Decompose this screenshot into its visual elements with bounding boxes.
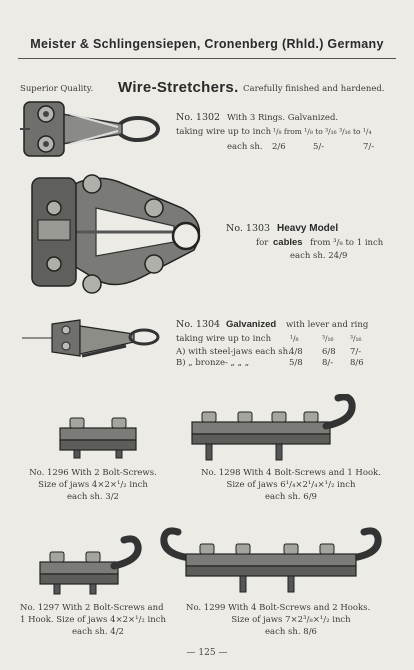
item-1296-line-2: Size of jaws 4×2×¹/₂ inch [38, 480, 148, 490]
page-header: Meister & Schlingensiepen, Cronenberg (Rhld.) Germany [30, 37, 384, 51]
item-1304-size-1: ¹/₈ [290, 334, 299, 343]
quality-label: Superior Quality. [20, 84, 94, 94]
item-1304-size-2: ³/₁₆ [322, 334, 334, 343]
clamp-1296-illustration [56, 410, 140, 460]
section-subtitle: Carefully finished and hardened. [243, 84, 385, 94]
item-1302-price-3: 7/- [363, 142, 375, 152]
item-1303-number: No. 1303 [226, 223, 271, 234]
item-1299-line-2: Size of jaws 7×2³/₈×¹/₂ inch [231, 615, 351, 625]
wire-stretcher-1302-illustration [20, 98, 165, 160]
item-1303-title: Heavy Model [277, 223, 339, 234]
item-1304-row-b-price-1: 5/8 [289, 358, 303, 368]
item-1297-line-1: No. 1297 With 2 Bolt-Screws and [20, 603, 164, 613]
item-1304-row-b-label: B) „ bronze- „ „ „ [176, 358, 250, 368]
item-1302-number: No. 1302 [176, 112, 221, 123]
item-1297-line-2: 1 Hook. Size of jaws 4×2×¹/₂ inch [20, 615, 166, 625]
item-1297-line-3: each sh. 4/2 [72, 627, 124, 637]
item-1304-row-a-price-2: 6/8 [322, 347, 336, 357]
item-1302-desc: With 3 Rings. Galvanized. [227, 113, 339, 123]
item-1302-size-label: taking wire up to inch [176, 127, 272, 137]
item-1304-size-label: taking wire up to inch [176, 334, 272, 344]
wire-stretcher-1304-illustration [22, 316, 167, 368]
item-1304-row-b-price-3: 8/6 [350, 358, 364, 368]
item-1304-title-rest: with lever and ring [286, 320, 369, 330]
item-1298-line-3: each sh. 6/9 [265, 492, 317, 502]
item-1302-price-1: 2/6 [272, 142, 286, 152]
item-1303-for: for [256, 238, 269, 248]
page-number: — 125 — [186, 648, 228, 658]
item-1304-row-b-price-2: 8/- [322, 358, 334, 368]
clamp-1298-illustration [186, 394, 362, 464]
section-title: Wire-Stretchers. [118, 79, 239, 96]
item-1298-line-2: Size of jaws 6¹/₄×2¹/₄×¹/₂ inch [226, 480, 356, 490]
item-1304-number: No. 1304 [176, 319, 221, 330]
item-1303-range: from ³/₈ to 1 inch [310, 238, 384, 248]
item-1299-line-3: each sh. 8/6 [265, 627, 317, 637]
item-1304-row-a-price-3: 7/- [350, 347, 362, 357]
item-1304-row-a-label: A) with steel-jaws each sh. [176, 347, 291, 357]
item-1299-line-1: No. 1299 With 4 Bolt-Screws and 2 Hooks. [186, 603, 371, 613]
item-1302-sizes: ¹/₈ from ¹/₈ to ³/₁₆ ³/₁₆ to ¹/₄ [273, 127, 372, 136]
item-1302-each-label: each sh. [227, 142, 263, 152]
item-1304-size-3: ³/₁₆ [350, 334, 362, 343]
item-1302-price-2: 5/- [313, 142, 325, 152]
item-1304-row-a-price-1: 4/8 [289, 347, 303, 357]
wire-stretcher-1303-illustration [24, 168, 214, 300]
item-1303-cables: cables [273, 237, 303, 248]
item-1296-line-3: each sh. 3/2 [67, 492, 119, 502]
item-1296-line-1: No. 1296 With 2 Bolt-Screws. [29, 468, 157, 478]
item-1304-title: Galvanized [226, 319, 277, 330]
item-1303-price: each sh. 24/9 [290, 251, 348, 261]
clamp-1299-illustration [160, 524, 382, 598]
item-1298-line-1: No. 1298 With 4 Bolt-Screws and 1 Hook. [201, 468, 381, 478]
header-rule [18, 58, 396, 59]
clamp-1297-illustration [36, 534, 146, 598]
